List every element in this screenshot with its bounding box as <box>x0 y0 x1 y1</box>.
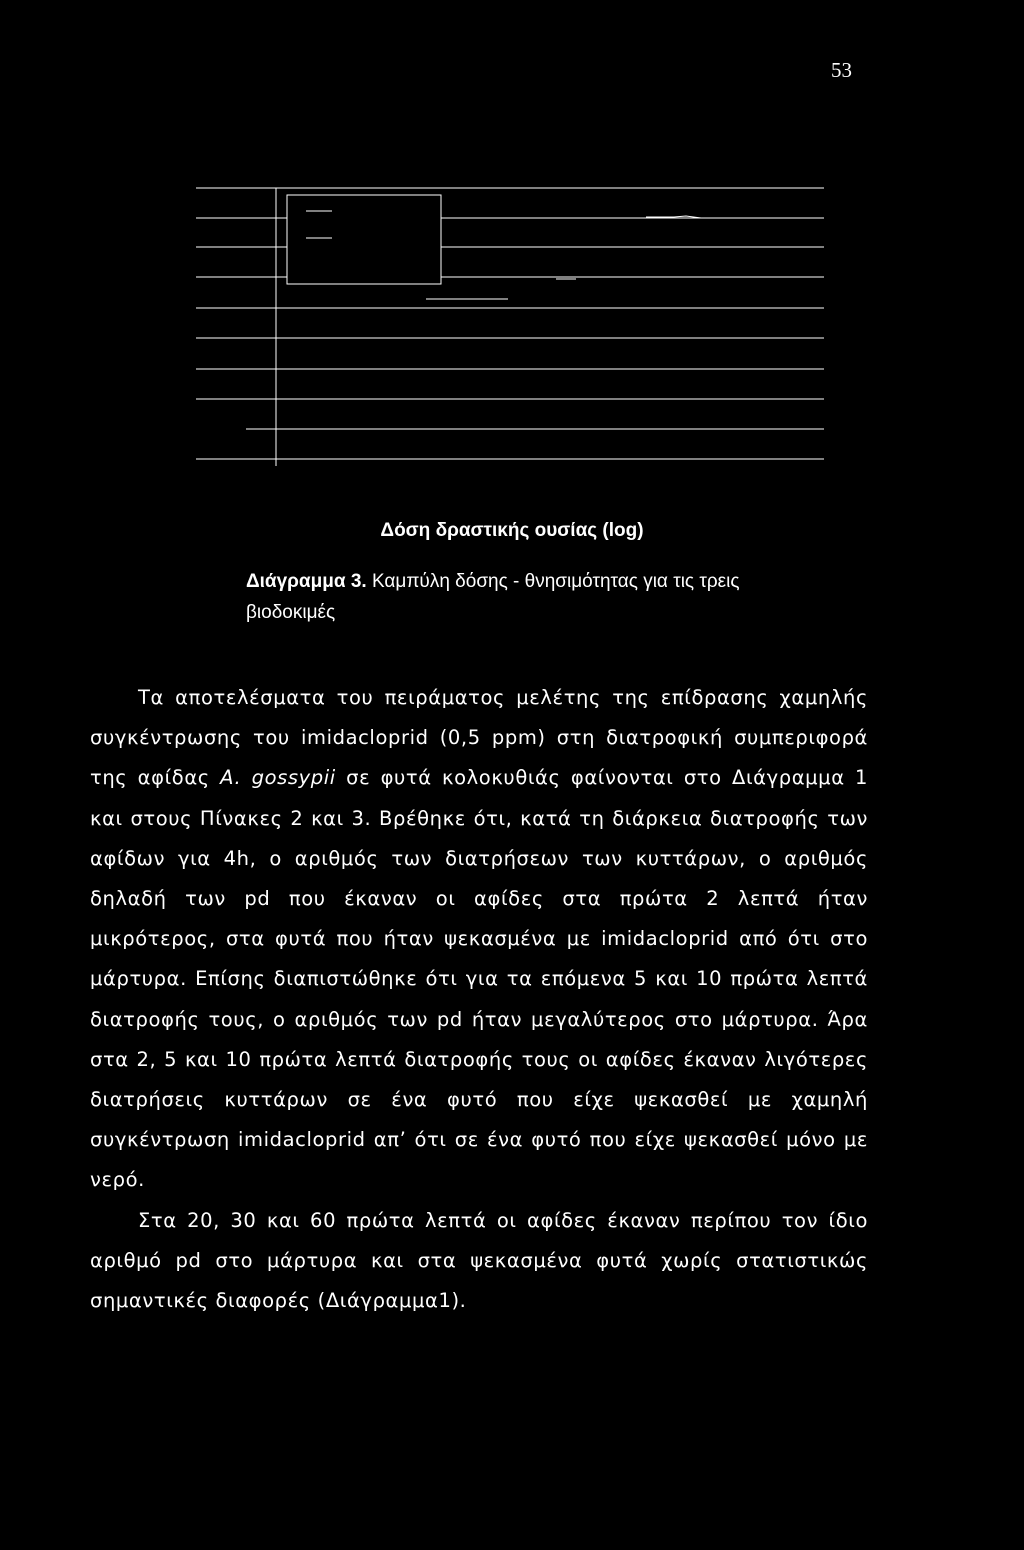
paragraph-text: σε φυτά κολοκυθιάς φαίνονται στο Διάγραμμα 1 και στους Πίνακες 2 και 3. Βρέθηκε ότι, κατά τη διάρκεια διατροφής των αφίδων για 4h, ο αριθμός των διατρήσεων των κυττάρων, ο αριθμός δηλαδή των pd που έκαναν οι αφίδες στα πρώτα 2 λεπτά ήταν μικρότερος, στα φυτά που ήταν ψεκασμένα με imidacloprid από ότι στο μάρτυρα. Επίσης διαπιστώθηκε ότι για τα επόμενα 5 και 10 πρώτα λεπτά διατροφής τους, ο αριθμός των pd ήταν μεγαλύτερος στο μάρτυρα. Άρα στα 2, 5 και 10 πρώτα λεπτά διατροφής τους οι αφίδες έκαναν λιγότερες διατρήσεις κυττάρων σε ένα φυτό που είχε ψεκασθεί με χαμηλή συγκέντρωση imidacloprid απ’ ότι σε ένα φυτό που είχε ψεκασθεί μόνο με νερό. <box>90 766 868 1192</box>
chart-gridlines <box>196 184 824 466</box>
figure-caption-label: Διάγραμμα 3. <box>246 571 367 592</box>
paragraph: Στα 20, 30 και 60 πρώτα λεπτά οι αφίδες έκαναν περίπου τον ίδιο αριθμό pd στο μάρτυρα και στα ψεκασμένα φυτά χωρίς στατιστικώς σημαντικές διαφορές (Διάγραμμα1). <box>90 1208 868 1313</box>
species-name: A. gossypii <box>220 766 336 790</box>
paragraph-text: Τα αποτελέσματα του πειράματος μελέτης της επίδρασης χαμηλής συγκέντρωσης του imidacloprid (0,5 ppm) στη διατροφική συμπεριφορά της αφίδας <box>90 686 868 790</box>
body-text <box>90 678 868 1321</box>
paragraph <box>90 678 868 1201</box>
legend-box <box>287 195 441 284</box>
figure-caption <box>246 566 806 628</box>
figure-caption-text: Καμπύλη δόσης - θνησιμότητας για τις τρεις βιοδοκιμές <box>246 571 740 623</box>
page-number: 53 <box>831 58 852 82</box>
dose-mortality-chart <box>196 184 824 466</box>
axis-caption: Δόση δραστικής ουσίας (log) <box>380 520 644 541</box>
